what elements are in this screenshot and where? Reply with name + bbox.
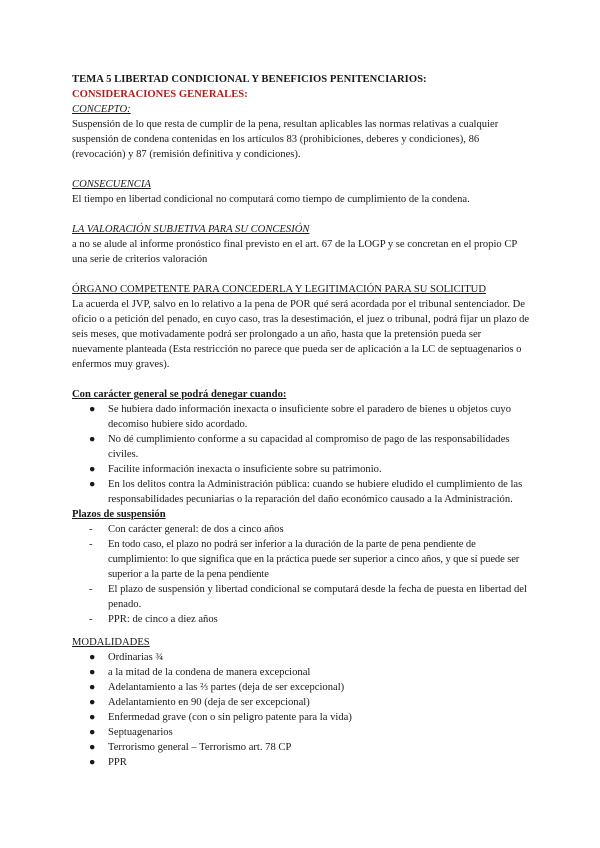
concepto-heading: CONCEPTO:	[72, 104, 131, 115]
bullet-icon: ●	[89, 479, 96, 490]
spacer	[72, 162, 532, 177]
bullet-icon: ●	[89, 757, 96, 768]
list-item-text: Septuagenarios	[108, 727, 173, 738]
list-item-text: Adelantamiento en 90 (deja de ser excepcional)	[108, 697, 310, 708]
list-item-text: El plazo de suspensión y libertad condicional se computará desde la fecha de puesta en libertad del penado.	[108, 584, 527, 610]
consecuencia-text: El tiempo en libertad condicional no computará como tiempo de cumplimiento de la condena.	[72, 194, 470, 205]
bullet-icon: ●	[89, 464, 96, 475]
list-item-text: Con carácter general: de dos a cinco años	[108, 524, 284, 535]
spacer	[72, 207, 532, 222]
dash-icon: -	[89, 539, 93, 550]
list-item-text: En todo caso, el plazo no podrá ser inferior a la duración de la parte de pena pendiente de cumplimiento: lo que significa que en la práctica puede ser superior a cinco años, y que sí puede ser superior a la parte de la pena pendiente	[108, 539, 520, 580]
dash-icon: -	[89, 524, 93, 535]
bullet-icon: ●	[89, 682, 96, 693]
list-item	[72, 612, 532, 627]
spacer	[72, 372, 532, 387]
list-item	[72, 740, 532, 755]
list-item	[72, 680, 532, 695]
list-item-text: Se hubiera dado información inexacta o insuficiente sobre el paradero de bienes u objetos cuyo decomiso hubiere sido acordado.	[108, 404, 512, 430]
list-item-text: Terrorismo general – Terrorismo art. 78 CP	[108, 742, 292, 753]
list-item	[72, 432, 532, 462]
list-item-text: Facilite información inexacta o insuficiente sobre su patrimonio.	[108, 464, 382, 475]
list-item	[72, 537, 532, 582]
dash-icon: -	[89, 614, 93, 625]
list-item-text: En los delitos contra la Administración pública: cuando se hubiere eludido el cumplimiento de las responsabilidades pecuniarias o la reparación del daño económico causado a la Administración.	[108, 479, 523, 505]
organo-heading: ÓRGANO COMPETENTE PARA CONCEDERLA Y LEGITIMACIÓN PARA SU SOLICITUD	[72, 284, 486, 295]
list-item-text: No dé cumplimiento conforme a su capacidad al compromiso de pago de las responsabilidades civiles.	[108, 434, 510, 460]
bullet-icon: ●	[89, 434, 96, 445]
list-item	[72, 582, 532, 612]
document-title: TEMA 5 LIBERTAD CONDICIONAL Y BENEFICIOS PENITENCIARIOS:	[72, 74, 427, 85]
list-item	[72, 650, 532, 665]
bullet-icon: ●	[89, 697, 96, 708]
list-item-text: Ordinarias ¾	[108, 652, 164, 663]
plazos-list	[72, 522, 532, 627]
list-item-text: PPR: de cinco a diez años	[108, 614, 218, 625]
bullet-icon: ●	[89, 652, 96, 663]
valoracion-heading: LA VALORACIÓN SUBJETIVA PARA SU CONCESIÓN	[72, 224, 310, 235]
plazos-heading: Plazos de suspensión	[72, 509, 166, 520]
document-subtitle: CONSIDERACIONES GENERALES:	[72, 89, 248, 100]
list-item	[72, 522, 532, 537]
list-item	[72, 710, 532, 725]
bullet-icon: ●	[89, 727, 96, 738]
list-item	[72, 665, 532, 680]
dash-icon: -	[89, 584, 93, 595]
bullet-icon: ●	[89, 742, 96, 753]
spacer	[72, 267, 532, 282]
concepto-text: Suspensión de lo que resta de cumplir de la pena, resultan aplicables las normas relativas a cualquier suspensión de condena contenidas en los artículos 83 (prohibiciones, deberes y condiciones), 86 (revocación) y 87 (remisión definitiva y condiciones).	[72, 119, 499, 160]
bullet-icon: ●	[89, 712, 96, 723]
list-item-text: PPR	[108, 757, 127, 768]
list-item	[72, 402, 532, 432]
list-item-text: Adelantamiento a las ⅔ partes (deja de ser excepcional)	[108, 682, 345, 693]
list-item-text: Enfermedad grave (con o sin peligro patente para la vida)	[108, 712, 352, 723]
list-item	[72, 477, 532, 507]
spacer	[72, 627, 532, 635]
list-item	[72, 725, 532, 740]
document-body	[72, 72, 532, 770]
list-item	[72, 695, 532, 710]
valoracion-text: a no se alude al informe pronóstico final previsto en el art. 67 de la LOGP y se concretan en el propio CP una serie de criterios valoración	[72, 239, 517, 265]
modalidades-list	[72, 650, 532, 770]
bullet-icon: ●	[89, 404, 96, 415]
bullet-icon: ●	[89, 667, 96, 678]
modalidades-heading: MODALIDADES	[72, 637, 150, 648]
list-item-text: a la mitad de la condena de manera excepcional	[108, 667, 311, 678]
consecuencia-heading: CONSECUENCIA	[72, 179, 151, 190]
list-item	[72, 755, 532, 770]
list-item	[72, 462, 532, 477]
organo-text: La acuerda el JVP, salvo en lo relativo a la pena de POR qué será acordada por el tribunal sentenciador. De oficio o a petición del penado, en cuyo caso, tras la desestimación, el juez o tribunal, podrá fijar un plazo de seis meses, que motivadamente podrá ser prolongado a un año, hasta que la pretensión pueda ser nuevamente planteada (Esta restricción no parece que pueda ser de aplicación a la LC de septuagenarios o enfermos muy graves).	[72, 299, 530, 370]
denegar-heading: Con carácter general se podrá denegar cuando:	[72, 389, 287, 400]
denegar-list	[72, 402, 532, 507]
